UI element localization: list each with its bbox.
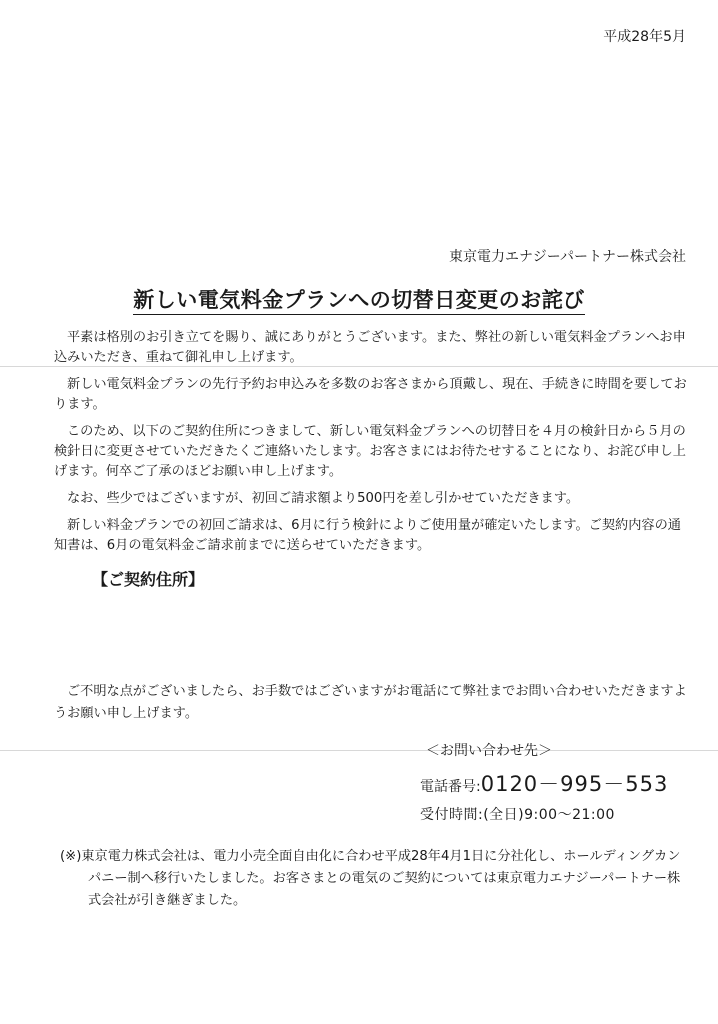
letter-date: 平成28年5月 [603,29,686,45]
hours-row [420,804,690,824]
sender-company: 東京電力エナジーパートナー株式会社 [448,249,686,265]
body-paragraph: 新しい料金プランでの初回ご請求は、6月に行う検針によりご使用量が確定いたします。ご契約内容の通知書は、6月の電気料金ご請求前までに送らせていただきます。 [54,518,681,553]
footnote [60,846,690,912]
body-paragraph: なお、些少ではございますが、初回ご請求額より500円を差し引かせていただきます。 [67,491,580,506]
body-paragraph: このため、以下のご契約住所につきまして、新しい電気料金プランへの切替日を４月の検針日から５月の検針日に変更させていただきたくご連絡いたします。お客さまにはお待たせすることになり、お詫び申し上げます。何卒ご了承のほどお願い申し上げます。 [54,424,686,479]
hours-value: (全日)9:00～21:00 [483,807,615,823]
inquiry-paragraph [54,681,690,725]
hours-label: 受付時間: [420,807,484,823]
contact-block [420,740,690,824]
body-paragraph: 平素は格別のお引き立てを賜り、誠にありがとうございます。また、弊社の新しい電気料金プランへお申込みいただき、重ねて御礼申し上げます。 [54,330,686,365]
contact-heading: ＜お問い合わせ先＞ [426,743,552,759]
letter-body [54,328,690,563]
contract-address-heading: 【ご契約住所】 [92,570,205,589]
phone-number: 0120－995－553 [480,772,669,796]
letter-title-text: 新しい電気料金プランへの切替日変更のお詫び [133,288,585,315]
letter-title [0,284,718,314]
body-paragraph: 新しい電気料金プランの先行予約お申込みを多数のお客さまから頂戴し、現在、手続きに時間を要しております。 [54,377,687,412]
phone-label: 電話番号: [420,779,481,795]
phone-row [420,768,690,798]
inquiry-text: ご不明な点がございましたら、お手数ではございますがお電話にて弊社までお問い合わせいただきますようお願い申し上げます。 [54,684,687,721]
footnote-text: (※)東京電力株式会社は、電力小売全面自由化に合わせ平成28年4月1日に分社化し、ホールディングカンパニー制へ移行いたしました。お客さまとの電気のご契約については東京電力エナジーパートナー株式会社が引き継ぎました。 [60,849,681,908]
